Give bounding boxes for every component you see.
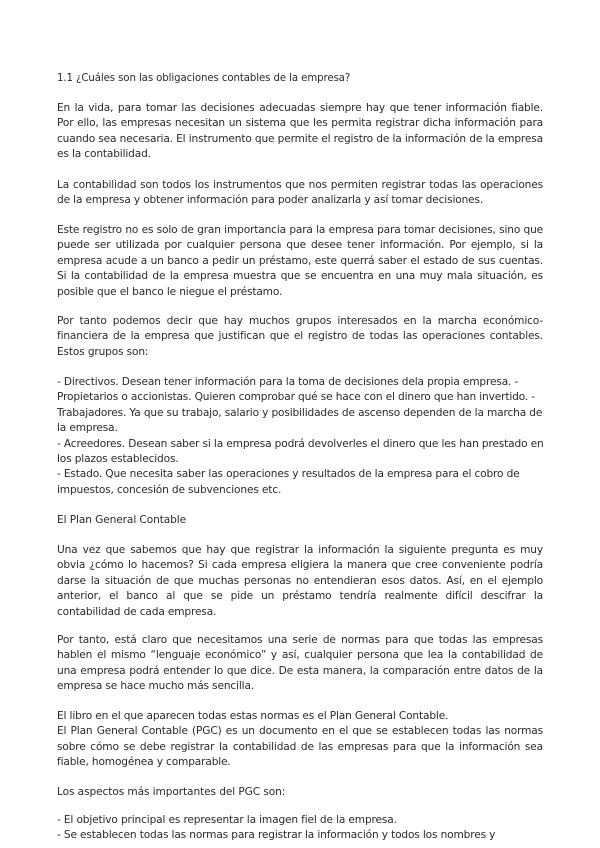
- paragraph-interested-groups: Por tanto podemos decir que hay muchos grupos interesados en la marcha económico-financiera de la empresa que justifican que el registro de todas las operaciones contables. Estos grupos son:: [57, 315, 543, 358]
- paragraph-intro: En la vida, para tomar las decisiones adecuadas siempre hay que tener información fiable. Por ello, las empresas necesitan un sistema que les permita registrar dicha información para cuando sea necesaria. El instrumento que permite el registro de la información de la empresa es la contabilidad.: [57, 102, 543, 161]
- section-title-pgc: El Plan General Contable: [57, 514, 187, 526]
- list-item: - Estado. Que necesita saber las operaciones y resultados de la empresa para el cobro de: [57, 468, 520, 481]
- paragraph-importance: Este registro no es solo de gran importancia para la empresa para tomar decisiones, sino que puede ser utilizada por cualquier persona que desee tener información. Por ejemplo, si la empresa acude a un banco a pedir un préstamo, este querrá saber el estado de sus cuentas. Si la contabilidad de la empresa muestra que se encuentra en una muy mala situación, es posible que el banco le niegue el préstamo.: [57, 224, 543, 298]
- paragraph-how-to-register: Una vez que sabemos que hay que registrar la información la siguiente pregunta es muy obvia ¿cómo lo hacemos? Si cada empresa eligiera la manera que cree conveniente podría darse la situación de que muchas personas no entendieran esos datos. Así, en el ejemplo anterior, el banco al que se pide un préstamo tendría realmente difícil descifrar la contabilidad de cada empresa.: [57, 544, 543, 618]
- pgc-book-line: El libro en el que aparecen todas estas normas es el Plan General Contable.: [57, 710, 449, 722]
- list-item: Propietarios o accionistas. Quieren comprobar qué se hace con el dinero que han invertido. -: [57, 391, 535, 404]
- aspects-list: [57, 813, 543, 844]
- paragraph-accounting-definition: La contabilidad son todos los instrumentos que nos permiten registrar todas las operaciones de la empresa y obtener información para poder analizarla y así tomar decisiones.: [57, 179, 543, 207]
- aspects-intro: Los aspectos más importantes del PGC son:: [57, 786, 286, 798]
- list-item: - Se establecen todas las normas para registrar la información y todos los nombres y: [57, 829, 496, 842]
- list-item: los plazos establecidos.: [57, 453, 179, 466]
- list-item: la empresa.: [57, 422, 118, 435]
- list-item: - Directivos. Desean tener información para la toma de decisiones dela propia empresa. -: [57, 376, 519, 388]
- list-item: Trabajadores. Ya que su trabajo, salario y posibilidades de ascenso dependen de la marcha de: [57, 406, 543, 419]
- list-item: - El objetivo principal es representar la imagen fiel de la empresa.: [57, 814, 397, 826]
- pgc-book-block: [57, 709, 543, 771]
- list-item: impuestos, concesión de subvenciones etc.: [57, 483, 282, 496]
- pgc-definition: El Plan General Contable (PGC) es un documento en el que se establecen todas las normas sobre cómo se debe registrar la contabilidad de las empresas para que la información sea fiable, homogénea y comparable.: [57, 725, 543, 769]
- list-item: - Acreedores. Desean saber si la empresa podrá devolverles el dinero que les han prestado en: [57, 437, 544, 450]
- groups-list: [57, 375, 543, 498]
- section-heading: 1.1 ¿Cuáles son las obligaciones contables de la empresa?: [57, 73, 351, 84]
- paragraph-common-language: Por tanto, está claro que necesitamos una serie de normas para que todas las empresas hablen el mismo “lenguaje económico” y así, cualquier persona que lea la contabilidad de una empresa podrá entender lo que dice. De esta manera, la comparación entre datos de la empresa se hace mucho más sencilla.: [57, 634, 543, 693]
